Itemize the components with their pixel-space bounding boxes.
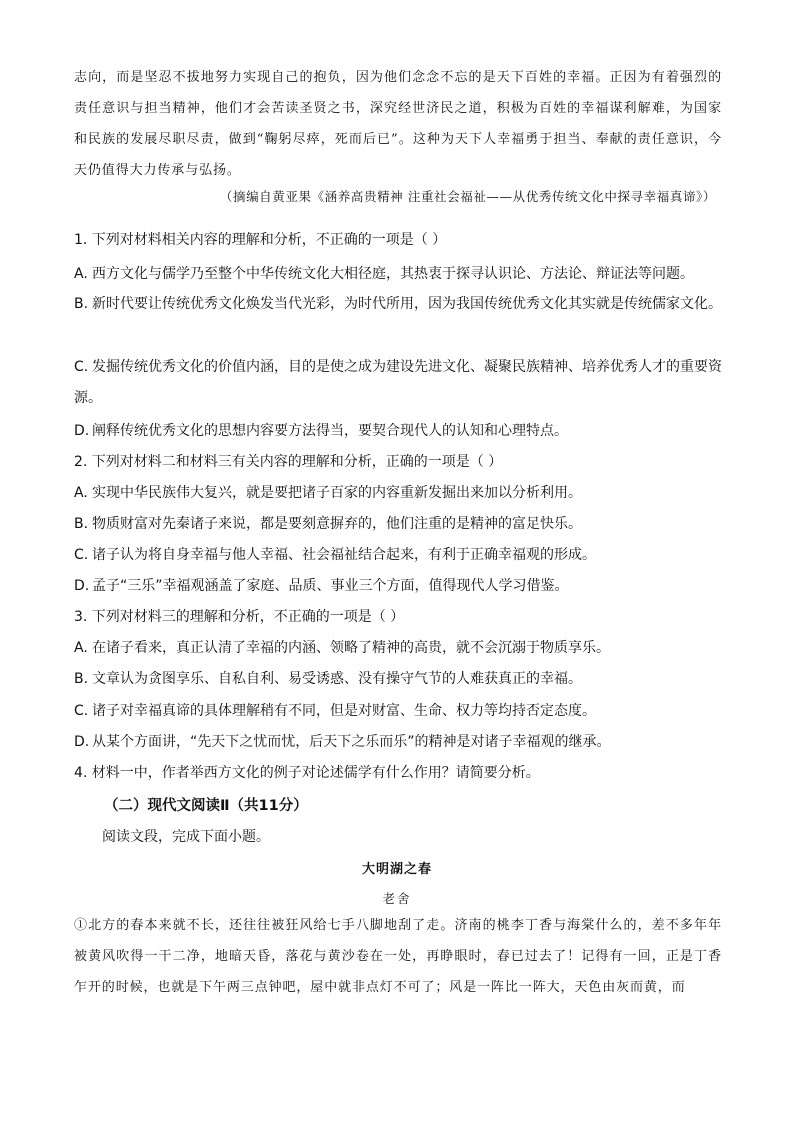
passage-source: （摘编自黄亚果《涵养高贵精神 注重社会福祉——从优秀传统文化中探寻幸福真谛》）: [219, 189, 716, 204]
question-1-option-b: [74, 289, 722, 320]
option-label: D.: [74, 734, 90, 750]
question-3-option-a: [74, 638, 722, 658]
option-text: 诸子对幸福真谛的具体理解稍有不同，但是对财富、生命、权力等均持否定态度。: [92, 703, 596, 719]
option-label: A.: [74, 640, 88, 656]
option-text: 新时代要让传统优秀文化焕发当代光彩，为时代所用，因为我国传统优秀文化其实就是传统儒家文化。: [92, 296, 722, 312]
question-2-option-b: [74, 514, 722, 534]
option-text: 从某个方面讲，“先天下之忧而忧，后天下之乐而乐”的精神是对诸子幸福观的继承。: [92, 734, 611, 750]
question-1-stem: 1. 下列对材料相关内容的理解和分析，不正确的一项是（ ）: [74, 232, 447, 248]
question-2-option-d: [74, 576, 722, 596]
question-3-option-b: [74, 669, 722, 689]
option-label: A.: [74, 485, 88, 501]
option-text: 在诸子看来，真正认清了幸福的内涵、领略了精神的高贵，就不会沉溺于物质享乐。: [92, 640, 610, 656]
option-text: 发掘传统优秀文化的价值内涵，目的是使之成为建设先进文化、凝聚民族精神、培养优秀人才的重要资源。: [74, 359, 722, 406]
question-1-option-a: [74, 264, 722, 284]
question-2-stem: 2. 下列对材料二和材料三有关内容的理解和分析，正确的一项是（ ）: [74, 454, 503, 470]
option-text: 文章认为贪图享乐、自私自利、易受诱惑、没有操守气节的人难获真正的幸福。: [92, 671, 582, 687]
option-text: 物质财富对先秦诸子来说，都是要刻意摒弃的，他们注重的是精神的富足快乐。: [92, 516, 582, 532]
option-label: B.: [74, 671, 89, 687]
question-1-option-c: [74, 352, 722, 414]
option-text: 孟子“三乐”幸福观涵盖了家庭、品质、事业三个方面，值得现代人学习借鉴。: [92, 578, 569, 594]
option-label: D.: [74, 423, 90, 439]
option-text: 实现中华民族伟大复兴，就是要把诸子百家的内容重新发掘出来加以分析利用。: [92, 485, 582, 501]
section-instruction: 阅读文段，完成下面小题。: [102, 829, 270, 845]
essay-title: 大明湖之春: [361, 862, 432, 877]
essay-author: 老舍: [382, 891, 412, 906]
question-3-option-c: [74, 701, 722, 721]
question-2-option-c: [74, 545, 722, 565]
question-3-option-d: [74, 732, 722, 752]
option-label: C.: [74, 703, 89, 719]
option-text: 西方文化与儒学乃至整个中华传统文化大相径庭，其热衷于探寻认识论、方法论、辩证法等问题。: [92, 266, 694, 282]
option-label: C.: [74, 547, 89, 563]
option-label: A.: [74, 266, 88, 282]
section-heading: （二）现代文阅读Ⅱ（共11分）: [104, 798, 308, 814]
passage-paragraph: 志向，而是坚忍不拔地努力实现自己的抱负，因为他们念念不忘的是天下百姓的幸福。正因为有着强烈的责任意识与担当精神，他们才会苦读圣贤之书，深究经世济民之道，积极为百姓的幸福谋利解难，为国家和民族的发展尽职尽责，做到“鞠躬尽瘁，死而后已”。这种为天下人幸福勇于担当、奉献的责任意识，今天仍值得大力传承与弘扬。: [74, 70, 722, 178]
option-label: C.: [74, 359, 89, 375]
question-1-option-d: [74, 421, 722, 441]
essay-paragraph: ①北方的春本来就不长，还往往被狂风给七手八脚地刮了走。济南的桃李丁香与海棠什么的，差不多年年被黄风吹得一干二净，地暗天昏，落花与黄沙卷在一处，再睁眼时，春已过去了！记得有一回，正是丁香乍开的时候，也就是下午两三点钟吧，屋中就非点灯不可了；风是一阵比一阵大，天色由灰而黄，而: [74, 918, 722, 995]
option-label: D.: [74, 578, 90, 594]
option-label: B.: [74, 296, 89, 312]
question-4-stem: 4. 材料一中，作者举西方文化的例子对论述儒学有什么作用？请简要分析。: [74, 765, 540, 781]
option-label: B.: [74, 516, 89, 532]
question-2-option-a: [74, 483, 722, 503]
question-3-stem: 3. 下列对材料三的理解和分析，不正确的一项是（ ）: [74, 609, 405, 625]
option-text: 阐释传统优秀文化的思想内容要方法得当，要契合现代人的认知和心理特点。: [92, 423, 568, 439]
option-text: 诸子认为将自身幸福与他人幸福、社会福祉结合起来，有利于正确幸福观的形成。: [92, 547, 596, 563]
